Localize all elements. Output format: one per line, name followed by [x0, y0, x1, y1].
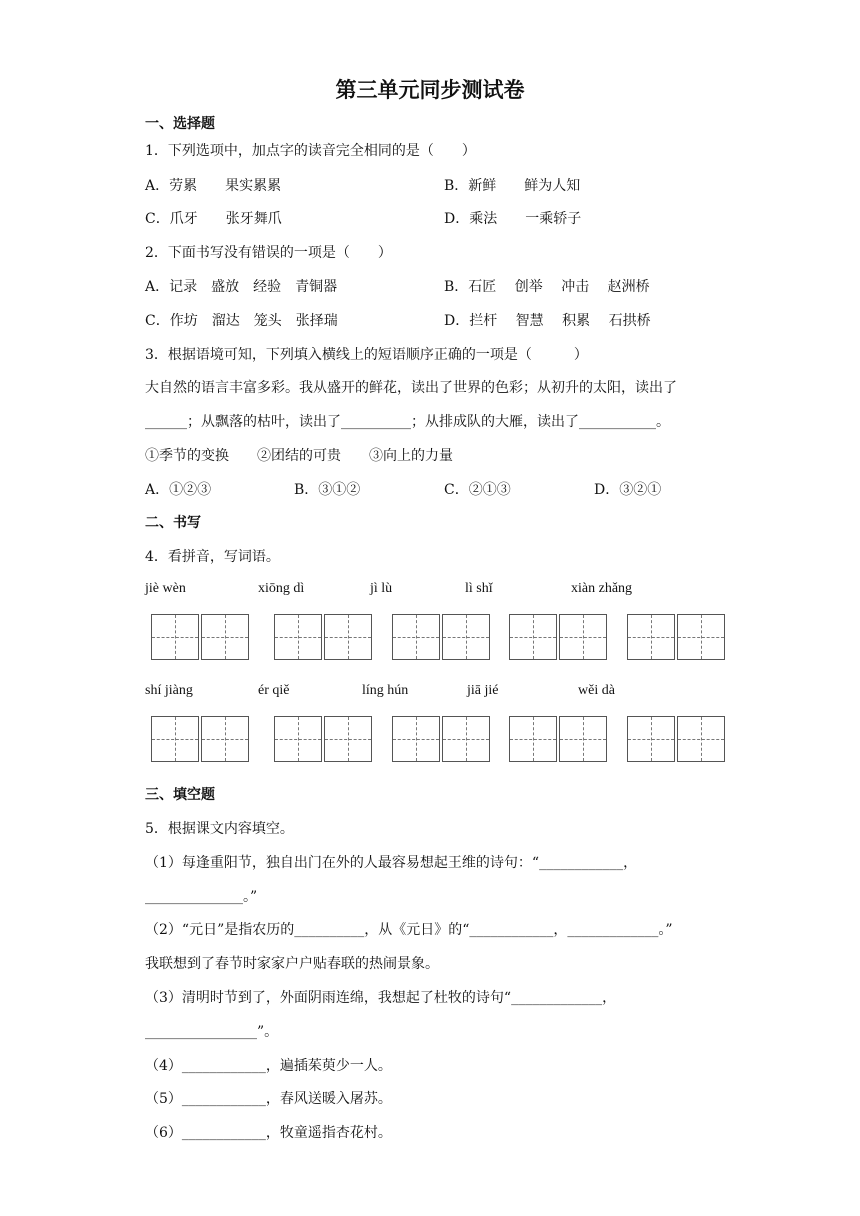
page-title: 第三单元同步测试卷 — [335, 78, 525, 102]
q1-option-d[interactable]: D．乘法 一乘轿子 — [444, 211, 582, 227]
writing-cell[interactable] — [324, 716, 372, 762]
q2-option-d[interactable]: D．拦杆 智慧 积累 石拱桥 — [444, 313, 651, 329]
writing-cell[interactable] — [509, 716, 557, 762]
q5-item-4: （4）____________，遍插茱萸少一人。 — [145, 1058, 392, 1074]
question-3-stem: 3．根据语境可知，下列填入横线上的短语顺序正确的一项是（ ） — [145, 347, 588, 363]
q5-item-1-line-2: ______________。” — [145, 889, 258, 905]
section-heading-writing: 二、书写 — [145, 515, 201, 531]
q5-item-5: （5）____________，春风送暖入屠苏。 — [145, 1091, 392, 1107]
writing-cell[interactable] — [201, 716, 249, 762]
pinyin-label: wěi dà — [578, 683, 615, 698]
writing-cell[interactable] — [559, 614, 607, 660]
pinyin-label: shí jiàng — [145, 683, 193, 698]
q1-option-b[interactable]: B．新鲜 鲜为人知 — [444, 178, 581, 194]
q5-item-3-line-2: ________________”。 — [145, 1024, 279, 1040]
q3-option-a[interactable]: A．①②③ — [145, 482, 212, 498]
writing-cell[interactable] — [559, 716, 607, 762]
writing-cell[interactable] — [201, 614, 249, 660]
writing-cell[interactable] — [627, 716, 675, 762]
pinyin-label: jì lù — [370, 581, 393, 596]
writing-cell[interactable] — [677, 614, 725, 660]
writing-cell[interactable] — [392, 614, 440, 660]
writing-cell[interactable] — [442, 614, 490, 660]
q3-passage-line-1: 大自然的语言丰富多彩。我从盛开的鲜花，读出了世界的色彩；从初升的太阳，读出了 — [145, 380, 677, 396]
writing-cell[interactable] — [324, 614, 372, 660]
q3-passage-line-2: ______；从飘落的枯叶，读出了__________；从排成队的大雁，读出了___________。 — [145, 414, 670, 430]
pinyin-label: jiè wèn — [145, 581, 186, 596]
q1-option-c[interactable]: C．爪牙 张牙舞爪 — [145, 211, 282, 227]
writing-cell[interactable] — [274, 614, 322, 660]
section-heading-fill: 三、填空题 — [145, 787, 215, 803]
q2-option-c[interactable]: C．作坊 溜达 笼头 张择瑞 — [145, 313, 338, 329]
q5-item-2-line-1: （2）“元日”是指农历的__________，从《元日》的“____________，_____________。” — [145, 922, 673, 938]
question-1-stem: 1．下列选项中，加点字的读音完全相同的是（ ） — [145, 143, 476, 159]
q3-option-c[interactable]: C．②①③ — [444, 482, 511, 498]
pinyin-label: ér qiě — [258, 683, 290, 698]
q2-option-b[interactable]: B．石匠 创举 冲击 赵洲桥 — [444, 279, 650, 295]
q5-item-3-line-1: （3）清明时节到了，外面阴雨连绵，我想起了杜牧的诗句“_____________， — [145, 990, 617, 1006]
writing-cell[interactable] — [442, 716, 490, 762]
q5-item-2-line-2: 我联想到了春节时家家户户贴春联的热闹景象。 — [145, 956, 439, 972]
q2-option-a[interactable]: A．记录 盛放 经验 青铜器 — [145, 279, 338, 295]
pinyin-label: lì shǐ — [465, 581, 493, 596]
pinyin-label: xiōng dì — [258, 581, 305, 596]
q5-item-1-line-1: （1）每逢重阳节，独自出门在外的人最容易想起王维的诗句：“____________， — [145, 855, 638, 871]
question-5-stem: 5．根据课文内容填空。 — [145, 821, 294, 837]
pinyin-label: líng hún — [362, 683, 409, 698]
writing-cell[interactable] — [274, 716, 322, 762]
writing-cell[interactable] — [509, 614, 557, 660]
pinyin-label: jiā jié — [467, 683, 499, 698]
q3-phrases: ①季节的变换 ②团结的可贵 ③向上的力量 — [145, 448, 453, 464]
writing-cell[interactable] — [151, 614, 199, 660]
q3-option-b[interactable]: B．③①② — [294, 482, 361, 498]
q3-option-d[interactable]: D．③②① — [594, 482, 662, 498]
writing-cell[interactable] — [627, 614, 675, 660]
section-heading-choice: 一、选择题 — [145, 116, 215, 132]
question-4-stem: 4．看拼音，写词语。 — [145, 549, 280, 565]
pinyin-label: xiàn zhǎng — [571, 581, 633, 596]
writing-cell[interactable] — [677, 716, 725, 762]
writing-cell[interactable] — [392, 716, 440, 762]
writing-cell[interactable] — [151, 716, 199, 762]
q1-option-a[interactable]: A．劳累 果实累累 — [145, 178, 282, 194]
q5-item-6: （6）____________，牧童遥指杏花村。 — [145, 1125, 392, 1141]
question-2-stem: 2．下面书写没有错误的一项是（ ） — [145, 245, 392, 261]
